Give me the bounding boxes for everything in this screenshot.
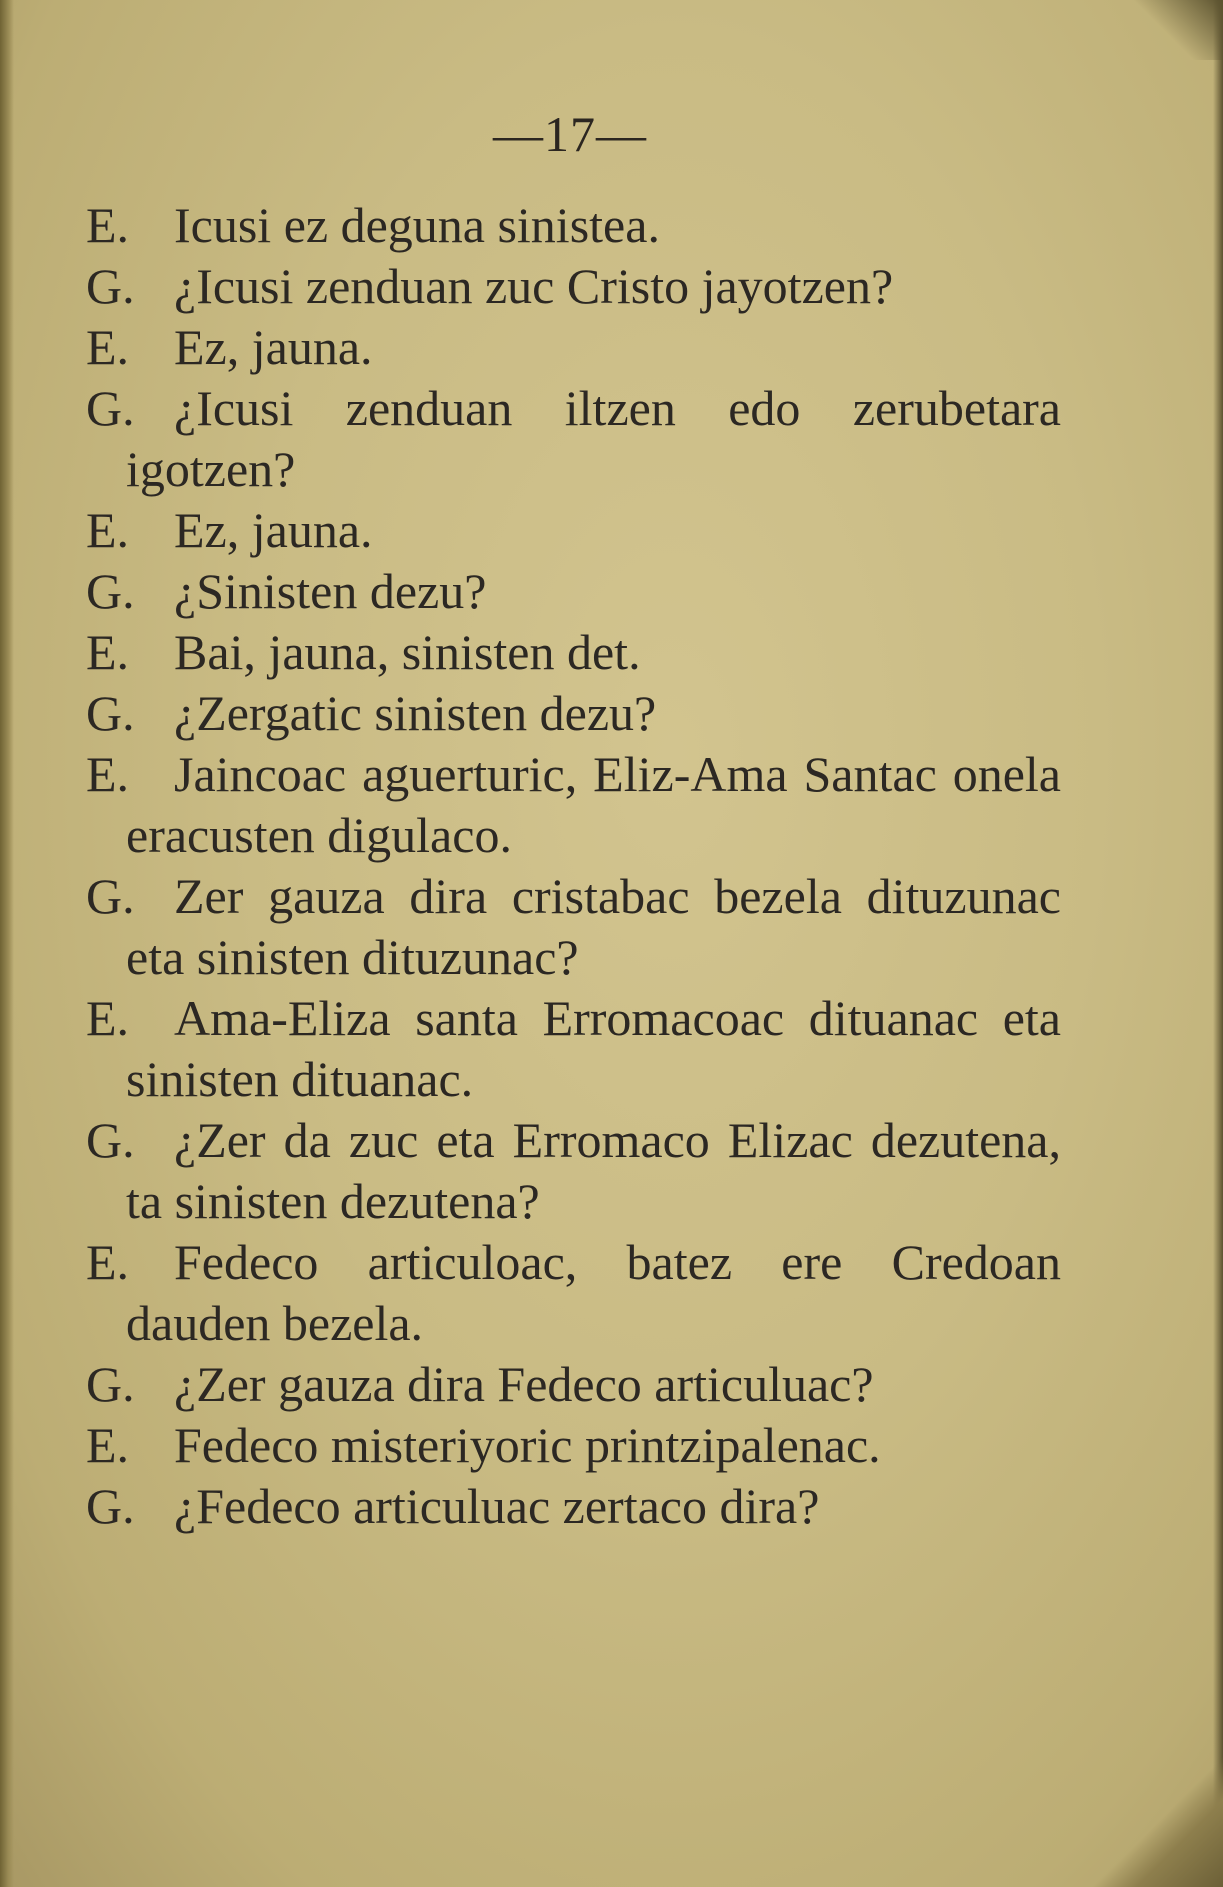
speaker-label: E. bbox=[86, 319, 130, 375]
speaker-label: E. bbox=[86, 502, 130, 558]
entry-text: ¿Zer da zuc eta Erromaco Elizac dezutena, ta sinisten dezutena? bbox=[126, 1112, 1061, 1229]
entry-text: Fedeco articuloac, batez ere Credoan dauden bezela. bbox=[126, 1234, 1061, 1351]
entry-text: ¿Icusi zenduan iltzen edo zerubetara igotzen? bbox=[126, 380, 1061, 497]
dialogue-entry bbox=[86, 866, 1061, 988]
speaker-label: G. bbox=[86, 1356, 135, 1412]
speaker-label: G. bbox=[86, 258, 135, 314]
entry-text: Bai, jauna, sinisten det. bbox=[174, 624, 641, 680]
entry-text: Zer gauza dira cristabac bezela dituzunac eta sinisten dituzunac? bbox=[126, 868, 1061, 985]
entry-text: Ez, jauna. bbox=[174, 319, 373, 375]
dialogue-entry bbox=[86, 683, 1061, 744]
speaker-label: G. bbox=[86, 1478, 135, 1534]
entry-text: Icusi ez deguna sinistea. bbox=[174, 197, 660, 253]
entry-text: Jaincoac aguerturic, Eliz-Ama Santac onela eracusten digulaco. bbox=[126, 746, 1061, 863]
entry-text: ¿Zergatic sinisten dezu? bbox=[174, 685, 657, 741]
entry-text: ¿Sinisten dezu? bbox=[174, 563, 487, 619]
speaker-label: G. bbox=[86, 1112, 135, 1168]
entry-text: ¿Icusi zenduan zuc Cristo jayotzen? bbox=[174, 258, 894, 314]
page-corner-curl bbox=[1073, 1747, 1223, 1887]
dialogue-entry bbox=[86, 378, 1061, 500]
page-number: —17— bbox=[493, 106, 647, 162]
dialogue-entry bbox=[86, 500, 1061, 561]
entry-text: ¿Fedeco articuluac zertaco dira? bbox=[174, 1478, 820, 1534]
speaker-label: E. bbox=[86, 1417, 130, 1473]
dialogue-entry bbox=[86, 317, 1061, 378]
speaker-label: E. bbox=[86, 197, 130, 253]
dialogue-entry bbox=[86, 1354, 1061, 1415]
catechism-dialogue bbox=[86, 195, 1061, 1537]
entry-text: Ama-Eliza santa Erromacoac dituanac eta sinisten dituanac. bbox=[126, 990, 1061, 1107]
speaker-label: G. bbox=[86, 685, 135, 741]
dialogue-entry bbox=[86, 256, 1061, 317]
page-left-edge bbox=[0, 0, 14, 1887]
entry-text: ¿Zer gauza dira Fedeco articuluac? bbox=[174, 1356, 874, 1412]
speaker-label: G. bbox=[86, 380, 135, 436]
dialogue-entry bbox=[86, 1110, 1061, 1232]
dialogue-entry bbox=[86, 1415, 1061, 1476]
speaker-label: E. bbox=[86, 990, 130, 1046]
entry-text: Ez, jauna. bbox=[174, 502, 373, 558]
speaker-label: E. bbox=[86, 746, 130, 802]
dialogue-entry bbox=[86, 988, 1061, 1110]
page-corner-top bbox=[1133, 0, 1223, 60]
dialogue-entry bbox=[86, 744, 1061, 866]
dialogue-entry bbox=[86, 1476, 1061, 1537]
dialogue-entry bbox=[86, 561, 1061, 622]
dialogue-entry bbox=[86, 1232, 1061, 1354]
speaker-label: G. bbox=[86, 868, 135, 924]
speaker-label: E. bbox=[86, 1234, 130, 1290]
dialogue-entry bbox=[86, 195, 1061, 256]
dialogue-entry bbox=[86, 622, 1061, 683]
page-right-edge bbox=[1213, 0, 1223, 1887]
entry-text: Fedeco misteriyoric printzipalenac. bbox=[174, 1417, 881, 1473]
speaker-label: G. bbox=[86, 563, 135, 619]
speaker-label: E. bbox=[86, 624, 130, 680]
